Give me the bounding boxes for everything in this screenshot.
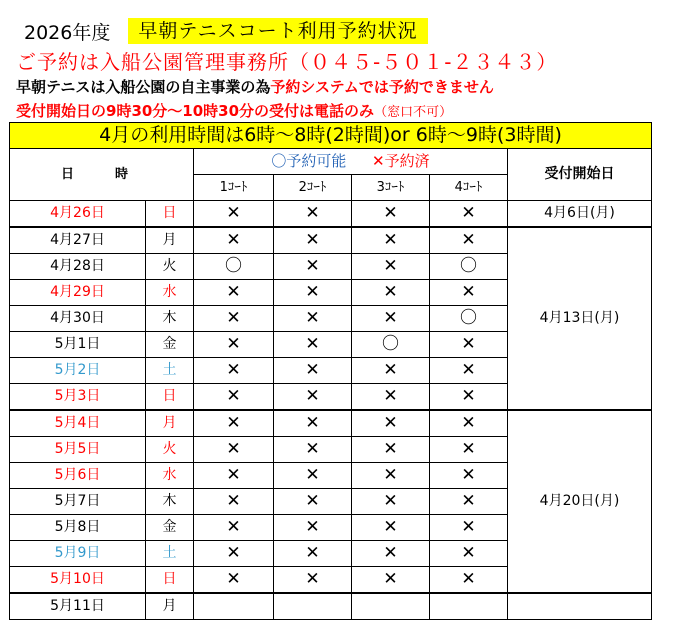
court-3-status: ✕ bbox=[352, 437, 430, 463]
row-weekday: 金 bbox=[146, 332, 194, 358]
legend-booked: ✕予約済 bbox=[372, 152, 430, 170]
notice-1-red: 予約システムでは予約できません bbox=[270, 78, 494, 96]
court-1-status: ✕ bbox=[194, 489, 274, 515]
notice-line-1 bbox=[16, 76, 494, 97]
court-4-status: ✕ bbox=[430, 227, 508, 254]
row-weekday: 水 bbox=[146, 280, 194, 306]
court-2-status: ✕ bbox=[274, 515, 352, 541]
court-2-status: ✕ bbox=[274, 201, 352, 228]
row-date: 4月28日 bbox=[10, 254, 146, 280]
row-weekday: 日 bbox=[146, 201, 194, 228]
start-date-header: 受付開始日 bbox=[508, 149, 652, 201]
row-date: 4月30日 bbox=[10, 306, 146, 332]
row-weekday: 月 bbox=[146, 227, 194, 254]
court-1-status: ✕ bbox=[194, 280, 274, 306]
row-date: 5月7日 bbox=[10, 489, 146, 515]
row-date: 4月27日 bbox=[10, 227, 146, 254]
court-4-status: ✕ bbox=[430, 489, 508, 515]
court-4-status: ✕ bbox=[430, 463, 508, 489]
legend-available: 〇予約可能 bbox=[271, 152, 347, 170]
court-3-status: ✕ bbox=[352, 227, 430, 254]
court-4-status: ✕ bbox=[430, 280, 508, 306]
court-header-2: 2ｺｰﾄ bbox=[274, 175, 352, 201]
court-2-status bbox=[274, 593, 352, 620]
court-1-status: ✕ bbox=[194, 201, 274, 228]
court-3-status: ✕ bbox=[352, 201, 430, 228]
court-3-status: ✕ bbox=[352, 489, 430, 515]
start-date-cell: 4月6日(月) bbox=[508, 201, 652, 228]
row-date: 5月6日 bbox=[10, 463, 146, 489]
court-1-status: ✕ bbox=[194, 541, 274, 567]
row-weekday: 木 bbox=[146, 306, 194, 332]
notice-line-2 bbox=[16, 100, 452, 121]
court-header-1: 1ｺｰﾄ bbox=[194, 175, 274, 201]
row-date: 5月3日 bbox=[10, 384, 146, 411]
row-date: 4月29日 bbox=[10, 280, 146, 306]
court-3-status: ✕ bbox=[352, 358, 430, 384]
row-weekday: 土 bbox=[146, 541, 194, 567]
court-2-status: ✕ bbox=[274, 332, 352, 358]
table-row bbox=[10, 410, 652, 437]
court-3-status: ✕ bbox=[352, 463, 430, 489]
court-1-status: ✕ bbox=[194, 567, 274, 594]
row-weekday: 木 bbox=[146, 489, 194, 515]
row-date: 5月1日 bbox=[10, 332, 146, 358]
court-3-status: ✕ bbox=[352, 254, 430, 280]
contact-line: ご予約は入船公園管理事務所（０４５-５０１-２３４３） bbox=[16, 50, 558, 74]
table-row bbox=[10, 593, 652, 620]
start-date-cell: 4月13日(月) bbox=[508, 227, 652, 410]
court-1-status: ✕ bbox=[194, 227, 274, 254]
court-2-status: ✕ bbox=[274, 280, 352, 306]
court-2-status: ✕ bbox=[274, 489, 352, 515]
court-1-status: ✕ bbox=[194, 463, 274, 489]
header-line-1 bbox=[16, 18, 428, 44]
row-date: 5月10日 bbox=[10, 567, 146, 594]
court-4-status: ✕ bbox=[430, 410, 508, 437]
datetime-header: 日 時 bbox=[10, 149, 194, 201]
legend bbox=[194, 149, 508, 175]
court-1-status bbox=[194, 593, 274, 620]
court-1-status: ✕ bbox=[194, 332, 274, 358]
court-4-status: ✕ bbox=[430, 201, 508, 228]
court-1-status: ✕ bbox=[194, 384, 274, 411]
row-weekday: 月 bbox=[146, 593, 194, 620]
usage-time-title: 4月の利用時間は6時～8時(2時間)or 6時～9時(3時間) bbox=[10, 123, 652, 149]
row-weekday: 火 bbox=[146, 254, 194, 280]
court-3-status: 〇 bbox=[352, 332, 430, 358]
court-4-status bbox=[430, 593, 508, 620]
court-1-status: ✕ bbox=[194, 358, 274, 384]
court-3-status: ✕ bbox=[352, 384, 430, 411]
court-4-status: ✕ bbox=[430, 437, 508, 463]
court-2-status: ✕ bbox=[274, 463, 352, 489]
court-4-status: ✕ bbox=[430, 541, 508, 567]
row-date: 5月11日 bbox=[10, 593, 146, 620]
court-2-status: ✕ bbox=[274, 254, 352, 280]
court-header-3: 3ｺｰﾄ bbox=[352, 175, 430, 201]
row-weekday: 金 bbox=[146, 515, 194, 541]
court-4-status: ✕ bbox=[430, 515, 508, 541]
notice-1-black: 早朝テニスは入船公園の自主事業の為 bbox=[16, 78, 271, 96]
table-row bbox=[10, 201, 652, 228]
court-3-status: ✕ bbox=[352, 541, 430, 567]
reservation-table bbox=[9, 122, 652, 620]
court-4-status: 〇 bbox=[430, 306, 508, 332]
start-date-cell bbox=[508, 593, 652, 620]
court-2-status: ✕ bbox=[274, 384, 352, 411]
row-date: 5月9日 bbox=[10, 541, 146, 567]
court-2-status: ✕ bbox=[274, 358, 352, 384]
row-weekday: 土 bbox=[146, 358, 194, 384]
row-date: 5月5日 bbox=[10, 437, 146, 463]
court-3-status bbox=[352, 593, 430, 620]
court-4-status: ✕ bbox=[430, 384, 508, 411]
court-4-status: ✕ bbox=[430, 567, 508, 594]
row-weekday: 日 bbox=[146, 384, 194, 411]
court-1-status: ✕ bbox=[194, 410, 274, 437]
court-1-status: 〇 bbox=[194, 254, 274, 280]
notice-2-small: （窓口不可） bbox=[374, 105, 453, 120]
court-4-status: ✕ bbox=[430, 358, 508, 384]
court-2-status: ✕ bbox=[274, 306, 352, 332]
court-2-status: ✕ bbox=[274, 541, 352, 567]
notice-2-text: 受付開始日の9時30分～10時30分の受付は電話のみ bbox=[16, 102, 375, 120]
court-2-status: ✕ bbox=[274, 410, 352, 437]
row-weekday: 水 bbox=[146, 463, 194, 489]
year-label: 2026年度 bbox=[24, 21, 111, 44]
court-2-status: ✕ bbox=[274, 437, 352, 463]
court-3-status: ✕ bbox=[352, 515, 430, 541]
court-2-status: ✕ bbox=[274, 567, 352, 594]
court-header-4: 4ｺｰﾄ bbox=[430, 175, 508, 201]
court-2-status: ✕ bbox=[274, 227, 352, 254]
court-3-status: ✕ bbox=[352, 410, 430, 437]
table-row bbox=[10, 227, 652, 254]
court-4-status: ✕ bbox=[430, 332, 508, 358]
court-3-status: ✕ bbox=[352, 280, 430, 306]
row-weekday: 火 bbox=[146, 437, 194, 463]
court-4-status: 〇 bbox=[430, 254, 508, 280]
court-3-status: ✕ bbox=[352, 306, 430, 332]
page-title: 早朝テニスコート利用予約状況 bbox=[128, 18, 427, 44]
row-weekday: 日 bbox=[146, 567, 194, 594]
court-3-status: ✕ bbox=[352, 567, 430, 594]
court-1-status: ✕ bbox=[194, 306, 274, 332]
row-date: 5月2日 bbox=[10, 358, 146, 384]
row-date: 5月8日 bbox=[10, 515, 146, 541]
row-weekday: 月 bbox=[146, 410, 194, 437]
row-date: 4月26日 bbox=[10, 201, 146, 228]
court-1-status: ✕ bbox=[194, 437, 274, 463]
court-1-status: ✕ bbox=[194, 515, 274, 541]
row-date: 5月4日 bbox=[10, 410, 146, 437]
start-date-cell: 4月20日(月) bbox=[508, 410, 652, 593]
